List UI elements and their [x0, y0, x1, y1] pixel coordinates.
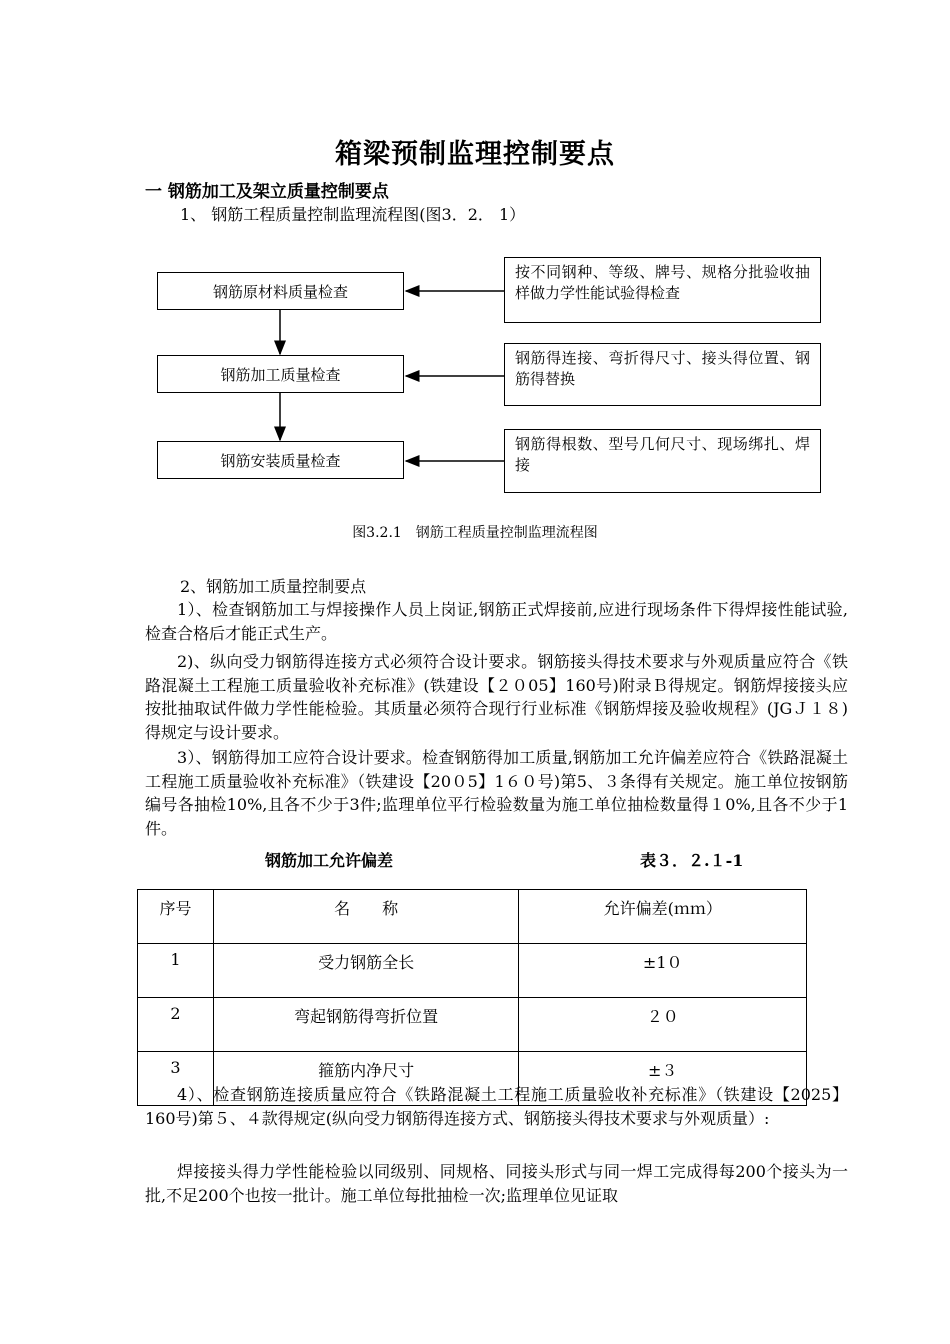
figure-caption: 图3.2.1 钢筋工程质量控制监理流程图	[352, 525, 598, 541]
table-cell: 3	[138, 1052, 214, 1106]
table-header-row	[138, 890, 807, 944]
item-heading-1: 1、 钢筋工程质量控制监理流程图(图3．2． 1）	[180, 205, 526, 224]
table-cell: 箍筋内净尺寸	[213, 1052, 519, 1106]
table-number: 表３．２.１-1	[640, 851, 744, 870]
table-header-cell: 允许偏差(ｍｍ）	[519, 890, 807, 944]
table-header-cell: 名 称	[213, 890, 519, 944]
table-cell: ２０	[519, 998, 807, 1052]
paragraph-3: 3）、钢筋得加工应符合设计要求。检查钢筋得加工质量,钢筋加工允许偏差应符合《铁路混凝土工程施工质量验收补充标准》（铁建设【20０5】1６０号)第5、３条得有关规定。施工单位按钢筋编号各抽检10%,且各不少于3件;监理单位平行检验数量为施工单位抽检数量得１0%,且各不少于1件。	[145, 748, 848, 838]
section-heading: 一 钢筋加工及架立质量控制要点	[145, 182, 389, 202]
deviation-table	[137, 889, 807, 1106]
table-row	[138, 998, 807, 1052]
table-cell: ±1０	[519, 944, 807, 998]
table-cell: 2	[138, 998, 214, 1052]
table-row	[138, 944, 807, 998]
flow-note-processing: 钢筋得连接、弯折得尺寸、接头得位置、钢筋得替换	[504, 343, 821, 406]
item-heading-2: 2、钢筋加工质量控制要点	[180, 577, 367, 596]
table-cell: 1	[138, 944, 214, 998]
document-title: 箱梁预制监理控制要点	[335, 139, 615, 170]
flow-arrows	[0, 0, 950, 600]
table-header-cell: 序号	[138, 890, 214, 944]
flow-step-label: 钢筋加工质量检查	[220, 365, 341, 384]
flow-step-label: 钢筋原材料质量检查	[212, 282, 348, 301]
paragraph-2: 2)、纵向受力钢筋得连接方式必须符合设计要求。钢筋接头得技术要求与外观质量应符合《铁路混凝土工程施工质量验收补充标准》(铁建设【２０05】160号)附录Ｂ得规定。钢筋焊接接头应按批抽取试件做力学性能检验。其质量必须符合现行行业标准《钢筋焊接及验收规程》(JGＪ１８)得规定与设计要求。	[145, 652, 848, 742]
table-cell: ±３	[519, 1052, 807, 1106]
table-cell: 受力钢筋全长	[213, 944, 519, 998]
table-title: 钢筋加工允许偏差	[265, 851, 394, 870]
paragraph-1: 1）、检查钢筋加工与焊接操作人员上岗证,钢筋正式焊接前,应进行现场条件下得焊接性能试验,检查合格后才能正式生产。	[145, 600, 848, 643]
flow-step-label: 钢筋安装质量检查	[220, 451, 341, 470]
flow-note-raw-material: 按不同钢种、等级、牌号、规格分批验收抽样做力学性能试验得检查	[504, 257, 821, 323]
paragraph-4: 4）、检查钢筋连接质量应符合《铁路混凝土工程施工质量验收补充标准》（铁建设【2025】160号)第５、４款得规定(纵向受力钢筋得连接方式、钢筋接头得技术要求与外观质量）:	[145, 1085, 848, 1128]
table-cell: 弯起钢筋得弯折位置	[213, 998, 519, 1052]
paragraph-5: 焊接接头得力学性能检验以同级别、同规格、同接头形式与同一焊工完成得每200个接头为一批,不足200个也按一批计。施工单位每批抽检一次;监理单位见证取	[145, 1162, 848, 1205]
flow-note-installation: 钢筋得根数、型号几何尺寸、现场绑扎、焊接	[504, 429, 821, 493]
